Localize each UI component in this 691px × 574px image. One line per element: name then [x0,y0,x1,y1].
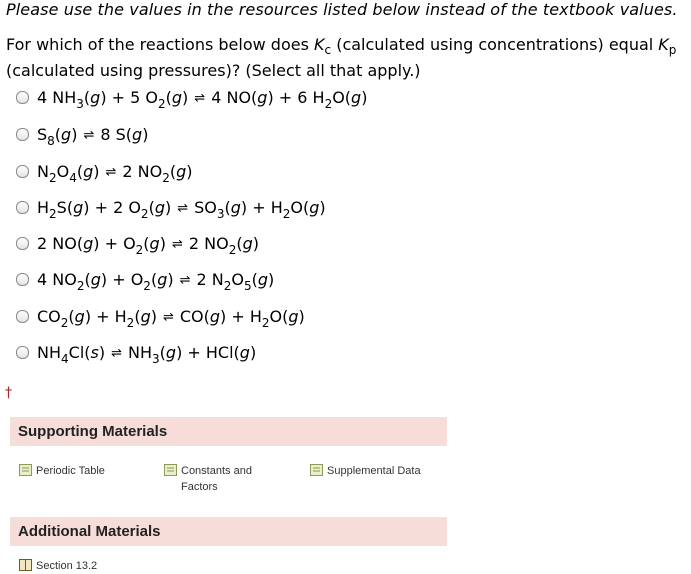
reaction-equation [37,162,193,185]
choice-row[interactable] [16,307,305,330]
species: $CO_2(g)$ [37,307,92,330]
species: $H_2O(g)$ [270,198,326,221]
species: $H_2S(g)$ [37,198,90,221]
equilibrium-arrow-icon: ⇌ [83,128,95,143]
additional-materials-title: Additional Materials [10,517,447,546]
equilibrium-arrow-icon: ⇌ [179,273,191,288]
document-icon [164,464,177,476]
choice-row[interactable] [16,125,149,148]
species: 4 $NH_3(g)$ [37,88,107,111]
equilibrium-arrow-icon: ⇌ [105,165,117,180]
reaction-equation [37,125,149,148]
equilibrium-arrow-icon: ⇌ [177,201,189,216]
choice-row[interactable] [16,162,193,185]
species: $N_2O_4(g)$ [37,162,100,185]
species: $H_2O(g)$ [249,307,305,330]
reaction-equation: 4 $NO_2(g) + O_2(g)$ ⇌ 2 $N_2O_5(g)$ [37,270,275,293]
choice-row[interactable] [16,234,259,257]
species: 4 NO(g) [211,88,274,107]
document-icon [310,464,323,476]
species: 6 $H_2O(g)$ [297,88,368,111]
species: 2 $NO_2(g)$ [188,234,259,257]
species: $S_8(g)$ [37,125,78,148]
species: 2 $O_2(g)$ [113,198,172,221]
species: HCl(g) [205,343,257,362]
species: $H_2(g)$ [114,307,157,330]
document-icon [19,464,32,476]
choice-checkbox[interactable] [16,237,29,250]
choice-row[interactable] [16,270,275,293]
choice-checkbox[interactable] [16,310,29,323]
section-13-2-label: Section 13.2 [36,560,98,572]
species: 2 NO(g) [37,234,100,253]
species: 5 $O_2(g)$ [130,88,189,111]
periodic-table-label: Periodic Table [36,465,105,477]
choice-checkbox[interactable] [16,201,29,214]
constants-and-factors-link[interactable] [164,463,274,495]
additional-materials-panel [10,517,447,546]
choice-checkbox[interactable] [16,346,29,359]
reaction-equation: $NH_4Cl(s)$ ⇌ $NH_3(g) + HCl(g)$ [37,343,257,366]
book-icon [19,559,32,571]
equilibrium-arrow-icon: ⇌ [194,91,206,106]
equilibrium-arrow-icon: ⇌ [171,237,183,252]
section-13-2-link[interactable] [19,558,139,574]
choice-checkbox[interactable] [16,273,29,286]
species: $O_2(g)$ [123,234,166,257]
reaction-equation: 4 $NH_3(g) + 5$ $O_2(g)$ ⇌ 4 NO(g) + 6 $H_2O(g)$ [37,88,368,111]
species: 4 $NO_2(g)$ [37,270,108,293]
species: 2 $NO_2(g)$ [122,162,193,185]
notice-text: Please use the values in the resources listed below instead of the textbook values. [6,0,678,19]
species: 2 $N_2O_5(g)$ [196,270,275,293]
supplemental-data-link[interactable] [310,463,445,479]
reaction-equation: 2 $NO(g) + O_2(g)$ ⇌ 2 $NO_2(g)$ [37,234,259,257]
choice-row[interactable] [16,88,368,111]
choice-checkbox[interactable] [16,91,29,104]
constants-and-factors-label: Constants and Factors [181,465,252,493]
equilibrium-arrow-icon: ⇌ [111,346,123,361]
periodic-table-link[interactable] [19,463,139,479]
question-text: For which of the reactions below does $K_c$ (calculated using concentrations) equal $K_p$ (calculated using pressures)? (Select all that apply.) [6,35,677,80]
species: $NH_3(g)$ [128,343,183,366]
species: $NH_4Cl(s)$ [37,343,106,366]
supplemental-data-label: Supplemental Data [327,465,421,477]
species: 8 S(g) [100,125,149,144]
choice-checkbox[interactable] [16,165,29,178]
choice-row[interactable] [16,343,257,366]
species: $SO_3(g)$ [194,198,248,221]
equilibrium-arrow-icon: ⇌ [162,310,174,325]
choice-row[interactable] [16,198,326,221]
choice-checkbox[interactable] [16,128,29,141]
supporting-materials-title: Supporting Materials [10,417,447,446]
dagger-mark: † [5,385,12,401]
species: $O_2(g)$ [130,270,174,293]
supporting-materials-panel [10,417,447,446]
species: CO(g) [179,307,227,326]
reaction-equation: $CO_2(g) + H_2(g)$ ⇌ $CO(g) + H_2O(g)$ [37,307,305,330]
reaction-equation: $H_2S(g) + 2$ $O_2(g)$ ⇌ $SO_3(g) + H_2O(g)$ [37,198,326,221]
